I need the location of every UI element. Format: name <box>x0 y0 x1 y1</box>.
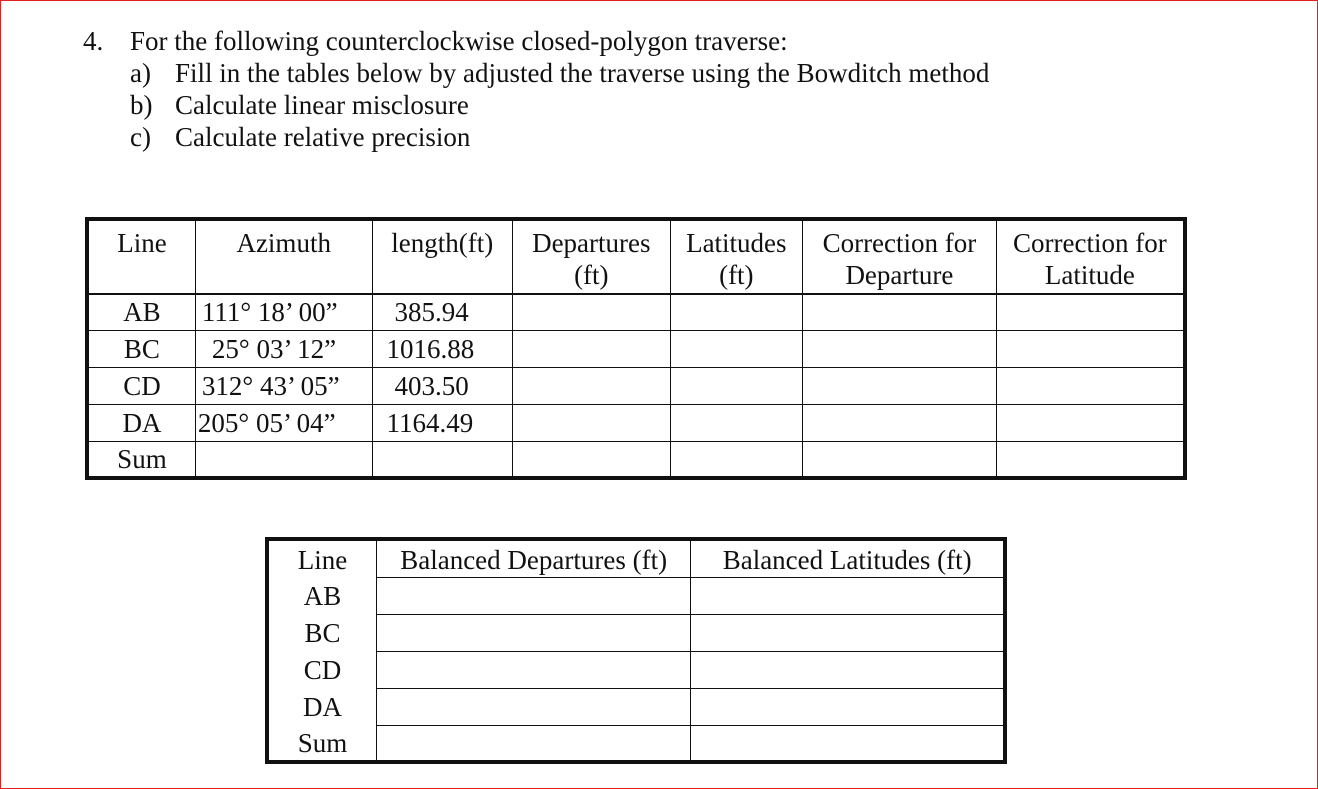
header-departures <box>513 219 671 294</box>
cell-balanced-departure[interactable] <box>377 725 691 762</box>
part-text: Calculate linear misclosure <box>175 90 469 120</box>
cell-length: 403.50 <box>372 367 513 404</box>
cell-correction-latitude[interactable] <box>996 441 1185 478</box>
question-part-c <box>130 121 470 153</box>
cell-correction-latitude[interactable] <box>996 367 1185 404</box>
table-row <box>87 330 1185 367</box>
part-label: a) <box>130 58 151 88</box>
cell-azimuth: 205° 05’ 04” <box>195 404 372 441</box>
cell-correction-departure[interactable] <box>803 404 997 441</box>
table-header-row <box>267 539 1005 577</box>
table-row <box>87 294 1185 330</box>
cell-length: 1016.88 <box>372 330 513 367</box>
header-text: Latitude <box>1044 260 1135 290</box>
cell-length: 1164.49 <box>372 404 513 441</box>
part-label: c) <box>130 122 151 152</box>
cell-correction-departure[interactable] <box>803 294 997 330</box>
table-row <box>267 614 1005 651</box>
cell-latitude[interactable] <box>670 441 802 478</box>
cell-balanced-latitude[interactable] <box>691 577 1005 614</box>
cell-balanced-latitude[interactable] <box>691 651 1005 688</box>
table-header-row <box>87 219 1185 294</box>
cell-balanced-latitude[interactable] <box>691 688 1005 725</box>
cell-line: DA <box>267 688 377 725</box>
header-azimuth: Azimuth <box>195 219 372 294</box>
cell-line: Sum <box>87 441 195 478</box>
cell-balanced-latitude[interactable] <box>691 614 1005 651</box>
table-row <box>267 688 1005 725</box>
table-row <box>267 577 1005 614</box>
cell-balanced-departure[interactable] <box>377 614 691 651</box>
header-text: Departure <box>845 260 954 290</box>
header-text: Latitudes <box>686 228 787 258</box>
cell-balanced-latitude[interactable] <box>691 725 1005 762</box>
header-correction-latitude <box>996 219 1185 294</box>
part-text: Calculate relative precision <box>175 122 471 152</box>
header-unit: (ft) <box>574 260 609 290</box>
cell-line: CD <box>267 651 377 688</box>
cell-line: CD <box>87 367 195 404</box>
cell-length: 385.94 <box>372 294 513 330</box>
header-text: Departures <box>532 228 651 258</box>
table-row <box>87 367 1185 404</box>
header-line: Line <box>87 219 195 294</box>
cell-correction-departure[interactable] <box>803 441 997 478</box>
cell-correction-latitude[interactable] <box>996 294 1185 330</box>
header-correction-departure <box>803 219 997 294</box>
question-part-b <box>130 89 469 121</box>
cell-line: DA <box>87 404 195 441</box>
cell-azimuth: 111° 18’ 00” <box>195 294 372 330</box>
table-row-sum <box>267 725 1005 762</box>
cell-correction-latitude[interactable] <box>996 330 1185 367</box>
traverse-table <box>85 217 1187 480</box>
cell-balanced-departure[interactable] <box>377 577 691 614</box>
cell-correction-latitude[interactable] <box>996 404 1185 441</box>
cell-departure[interactable] <box>513 367 671 404</box>
cell-azimuth: 312° 43’ 05” <box>195 367 372 404</box>
cell-correction-departure[interactable] <box>803 330 997 367</box>
part-text: Fill in the tables below by adjusted the traverse using the Bowditch method <box>175 58 990 88</box>
cell-departure[interactable] <box>513 330 671 367</box>
cell-balanced-departure[interactable] <box>377 688 691 725</box>
header-line: Line <box>267 539 377 577</box>
question-number: 4. <box>83 26 104 56</box>
table-row <box>267 651 1005 688</box>
table-row <box>87 404 1185 441</box>
header-unit: (ft) <box>719 260 754 290</box>
question-part-a <box>130 57 989 89</box>
cell-correction-departure[interactable] <box>803 367 997 404</box>
cell-balanced-departure[interactable] <box>377 651 691 688</box>
cell-line: BC <box>267 614 377 651</box>
header-text: Correction for <box>822 228 977 258</box>
cell-latitude[interactable] <box>670 404 802 441</box>
cell-departure[interactable] <box>513 441 671 478</box>
cell-length[interactable] <box>372 441 513 478</box>
part-label: b) <box>130 90 153 120</box>
header-text: Correction for <box>1013 228 1167 258</box>
balanced-table <box>265 537 1007 764</box>
cell-departure[interactable] <box>513 294 671 330</box>
cell-line: BC <box>87 330 195 367</box>
cell-departure[interactable] <box>513 404 671 441</box>
header-latitudes <box>670 219 802 294</box>
cell-latitude[interactable] <box>670 294 802 330</box>
cell-line: AB <box>267 577 377 614</box>
question-prompt: For the following counterclockwise closed-polygon traverse: <box>130 26 788 56</box>
table-row-sum <box>87 441 1185 478</box>
header-length: length(ft) <box>372 219 513 294</box>
cell-azimuth <box>195 441 372 478</box>
cell-azimuth: 25° 03’ 12” <box>195 330 372 367</box>
header-balanced-departures: Balanced Departures (ft) <box>377 539 691 577</box>
cell-line: Sum <box>267 725 377 762</box>
cell-latitude[interactable] <box>670 367 802 404</box>
cell-line: AB <box>87 294 195 330</box>
cell-latitude[interactable] <box>670 330 802 367</box>
header-balanced-latitudes: Balanced Latitudes (ft) <box>691 539 1005 577</box>
